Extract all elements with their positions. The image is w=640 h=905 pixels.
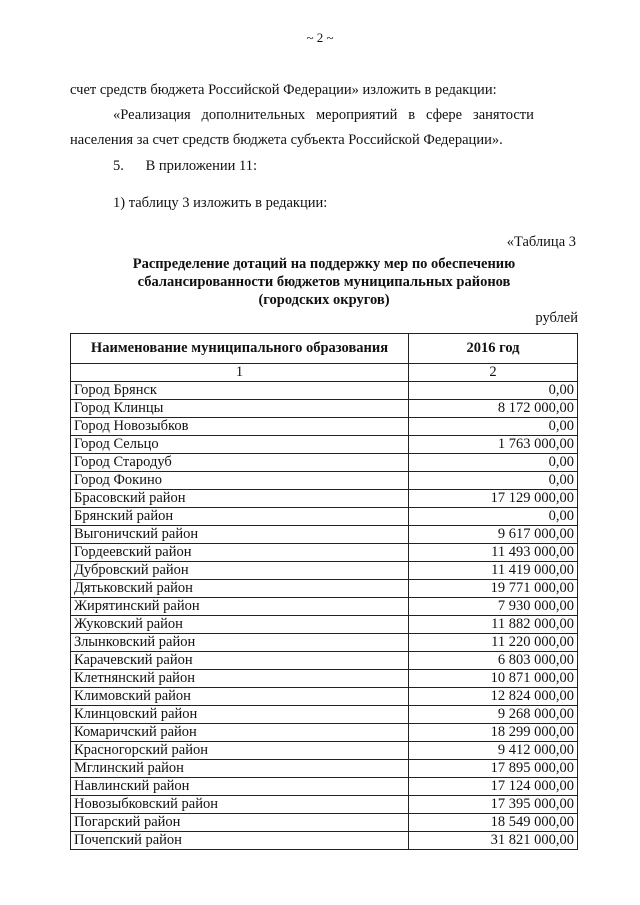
table-row [71, 490, 578, 508]
amount-2016: 17 129 000,00 [409, 490, 578, 508]
table-label: «Таблица 3 [506, 234, 576, 250]
amount-2016: 9 617 000,00 [409, 526, 578, 544]
municipality-name: Дубровский район [71, 562, 409, 580]
subsidy-table [70, 333, 578, 850]
table-row [71, 454, 578, 472]
municipality-name: Город Фокино [71, 472, 409, 490]
municipality-name: Комаричский район [71, 724, 409, 742]
table-row [71, 562, 578, 580]
table-row [71, 742, 578, 760]
amount-2016: 31 821 000,00 [409, 832, 578, 850]
municipality-name: Клетнянский район [71, 670, 409, 688]
amount-2016: 1 763 000,00 [409, 436, 578, 454]
amount-2016: 7 930 000,00 [409, 598, 578, 616]
municipality-name: Дятьковский район [71, 580, 409, 598]
amount-2016: 0,00 [409, 472, 578, 490]
amount-2016: 0,00 [409, 382, 578, 400]
table-row [71, 760, 578, 778]
municipality-name: Жирятинский район [71, 598, 409, 616]
table-row [71, 832, 578, 850]
municipality-name: Жуковский район [71, 616, 409, 634]
municipality-name: Город Стародуб [71, 454, 409, 472]
amount-2016: 0,00 [409, 508, 578, 526]
paragraph-line: 5. В приложении 11: [113, 158, 257, 174]
paragraph-line: 1) таблицу 3 изложить в редакции: [113, 195, 328, 211]
table-row [71, 544, 578, 562]
table-row [71, 382, 578, 400]
table-row [71, 400, 578, 418]
municipality-name: Город Новозыбков [71, 418, 409, 436]
table-row [71, 814, 578, 832]
amount-2016: 11 493 000,00 [409, 544, 578, 562]
amount-2016: 10 871 000,00 [409, 670, 578, 688]
municipality-name: Навлинский район [71, 778, 409, 796]
table-row [71, 418, 578, 436]
municipality-name: Выгоничский район [71, 526, 409, 544]
amount-2016: 6 803 000,00 [409, 652, 578, 670]
table-row [71, 436, 578, 454]
table-row [71, 634, 578, 652]
municipality-name: Погарский район [71, 814, 409, 832]
column-number: 2 [409, 364, 578, 382]
municipality-name: Гордеевский район [71, 544, 409, 562]
table-row [71, 580, 578, 598]
amount-2016: 11 220 000,00 [409, 634, 578, 652]
units-label: рублей [535, 310, 578, 326]
table-title: (городских округов) [258, 292, 390, 308]
table-row [71, 598, 578, 616]
municipality-name: Город Клинцы [71, 400, 409, 418]
amount-2016: 11 882 000,00 [409, 616, 578, 634]
amount-2016: 12 824 000,00 [409, 688, 578, 706]
table-row [71, 796, 578, 814]
amount-2016: 18 299 000,00 [409, 724, 578, 742]
paragraph-line: «Реализация дополнительных мероприятий в сфере занятости [113, 107, 534, 123]
municipality-name: Почепский район [71, 832, 409, 850]
column-header-year: 2016 год [409, 334, 578, 364]
paragraph-line: населения за счет средств бюджета субъекта Российской Федерации». [70, 132, 503, 148]
municipality-name: Новозыбковский район [71, 796, 409, 814]
municipality-name: Брянский район [71, 508, 409, 526]
table-row [71, 670, 578, 688]
municipality-name: Карачевский район [71, 652, 409, 670]
column-header-name: Наименование муниципального образования [71, 334, 409, 364]
municipality-name: Красногорский район [71, 742, 409, 760]
amount-2016: 17 895 000,00 [409, 760, 578, 778]
amount-2016: 9 268 000,00 [409, 706, 578, 724]
amount-2016: 8 172 000,00 [409, 400, 578, 418]
table-row [71, 526, 578, 544]
amount-2016: 18 549 000,00 [409, 814, 578, 832]
table-row [71, 616, 578, 634]
column-number-row [71, 364, 578, 382]
amount-2016: 19 771 000,00 [409, 580, 578, 598]
municipality-name: Клинцовский район [71, 706, 409, 724]
amount-2016: 0,00 [409, 454, 578, 472]
municipality-name: Брасовский район [71, 490, 409, 508]
table-title: сбалансированности бюджетов муниципальных районов [137, 274, 511, 290]
table-row [71, 508, 578, 526]
table-row [71, 472, 578, 490]
table-row [71, 652, 578, 670]
table-row [71, 706, 578, 724]
municipality-name: Злынковский район [71, 634, 409, 652]
municipality-name: Климовский район [71, 688, 409, 706]
table-row [71, 724, 578, 742]
column-number: 1 [71, 364, 409, 382]
amount-2016: 17 124 000,00 [409, 778, 578, 796]
municipality-name: Город Брянск [71, 382, 409, 400]
page-number: ~ 2 ~ [306, 30, 334, 45]
table-row [71, 688, 578, 706]
table-row [71, 778, 578, 796]
municipality-name: Мглинский район [71, 760, 409, 778]
amount-2016: 17 395 000,00 [409, 796, 578, 814]
municipality-name: Город Сельцо [71, 436, 409, 454]
table-header-row [71, 334, 578, 364]
amount-2016: 0,00 [409, 418, 578, 436]
amount-2016: 11 419 000,00 [409, 562, 578, 580]
paragraph-line: счет средств бюджета Российской Федерации» изложить в редакции: [70, 82, 497, 98]
table-title: Распределение дотаций на поддержку мер по обеспечению [132, 256, 516, 272]
amount-2016: 9 412 000,00 [409, 742, 578, 760]
